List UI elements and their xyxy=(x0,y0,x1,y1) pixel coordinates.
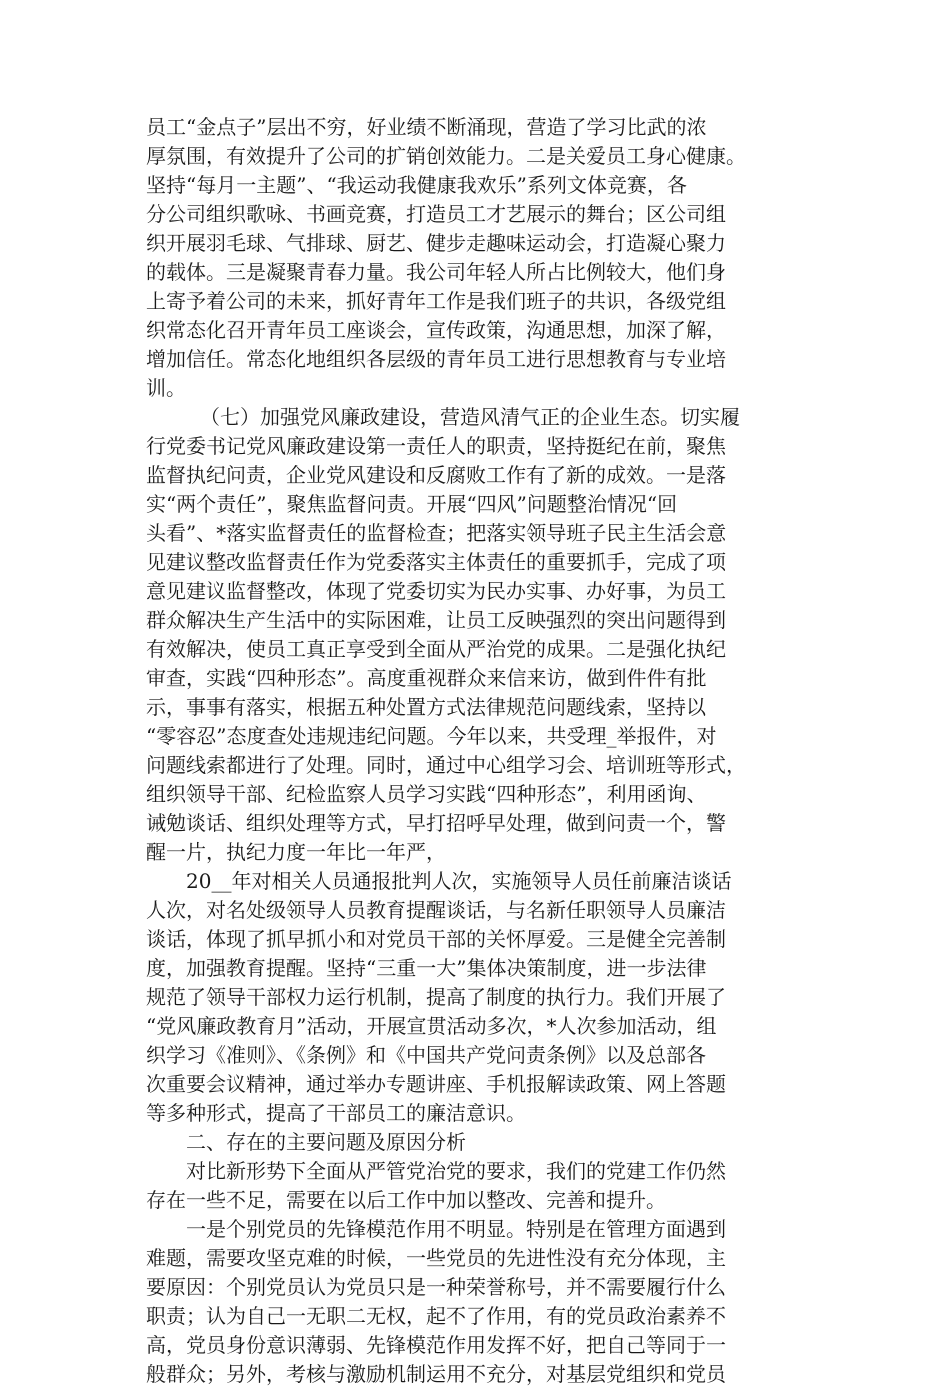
text-line: 一是个别党员的先锋模范作用不明显。特别是在管理方面遇到 xyxy=(186,1217,726,1241)
text-line: 厚氛围，有效提升了公司的扩销创效能力。二是关爱员工身心健康。 xyxy=(146,144,746,168)
text-line: 谈话，体现了抓早抓小和对党员干部的关怀厚爱。三是健全完善制 xyxy=(146,927,726,951)
text-line: 醒一片，执纪力度一年比一年严， xyxy=(146,840,446,864)
text-line: 见建议整改监督责任作为党委落实主体责任的重要抓手，完成了项 xyxy=(146,550,726,574)
text-line: 织学习《准则》、《条例》和《中国共产党问责条例》以及总部各 xyxy=(146,1043,706,1067)
text-line: 行党委书记党风廉政建设第一责任人的职责，坚持挺纪在前，聚焦 xyxy=(146,434,726,458)
text-line: 有效解决，使员工真正享受到全面从严治党的成果。二是强化执纪 xyxy=(146,637,726,661)
text-line: 训。 xyxy=(146,376,186,400)
text-line: 织常态化召开青年员工座谈会，宣传政策，沟通思想，加深了解， xyxy=(146,318,726,342)
text-line: 分公司组织歌咏、书画竞赛，打造员工才艺展示的舞台；区公司组 xyxy=(146,202,726,226)
text-line: 二、存在的主要问题及原因分析 xyxy=(186,1130,466,1154)
text-line: 实“两个责任”，聚焦监督问责。开展“四风”问题整治情况“回 xyxy=(146,492,678,516)
text-line: 高，党员身份意识薄弱、先锋模范作用发挥不好，把自己等同于一 xyxy=(146,1333,726,1357)
text-line: 组织领导干部、纪检监察人员学习实践“四种形态”，利用函询、 xyxy=(146,782,707,806)
text-line: 织开展羽毛球、气排球、厨艺、健步走趣味运动会，打造凝心聚力 xyxy=(146,231,726,255)
text-line: 要原因：个别党员认为党员只是一种荣誉称号，并不需要履行什么 xyxy=(146,1275,726,1299)
text-line: 20__年对相关人员通报批判人次，实施领导人员任前廉洁谈话 xyxy=(186,869,732,893)
text-line: 监督执纪问责，企业党风建设和反腐败工作有了新的成效。一是落 xyxy=(146,463,726,487)
document-body xyxy=(146,113,816,1389)
text-line: 的载体。三是凝聚青春力量。我公司年轻人所占比例较大，他们身 xyxy=(146,260,726,284)
text-line: 度，加强教育提醒。坚持“三重一大”集体决策制度，进一步法律 xyxy=(146,956,707,980)
text-line: 群众解决生产生活中的实际困难，让员工反映强烈的突出问题得到 xyxy=(146,608,726,632)
text-line: 员工“金点子”层出不穷，好业绩不断涌现，营造了学习比武的浓 xyxy=(146,115,707,139)
text-line: 规范了领导干部权力运行机制，提高了制度的执行力。我们开展了 xyxy=(146,985,726,1009)
text-line: 示，事事有落实，根据五种处置方式法律规范问题线索，坚持以 xyxy=(146,695,706,719)
text-line: 般群众；另外，考核与激励机制运用不充分，对基层党组织和党员 xyxy=(146,1362,726,1386)
text-line: 人次，对名处级领导人员教育提醒谈话，与名新任职领导人员廉洁 xyxy=(146,898,726,922)
text-line: 存在一些不足，需要在以后工作中加以整改、完善和提升。 xyxy=(146,1188,666,1212)
text-line: 等多种形式，提高了干部员工的廉洁意识。 xyxy=(146,1101,526,1125)
text-line: 头看”、*落实监督责任的监督检查；把落实领导班子民主生活会意 xyxy=(146,521,727,545)
text-line: 增加信任。常态化地组织各层级的青年员工进行思想教育与专业培 xyxy=(146,347,726,371)
text-line: 职责；认为自己一无职二无权，起不了作用，有的党员政治素养不 xyxy=(146,1304,726,1328)
text-line: 上寄予着公司的未来，抓好青年工作是我们班子的共识，各级党组 xyxy=(146,289,726,313)
text-line: “零容忍”态度查处违规违纪问题。今年以来，共受理_举报件，对 xyxy=(146,724,717,748)
text-line: 问题线索都进行了处理。同时，通过中心组学习会、培训班等形式， xyxy=(146,753,746,777)
text-line: 意见建议监督整改，体现了党委切实为民办实事、办好事，为员工 xyxy=(146,579,726,603)
text-line: 诫勉谈话、组织处理等方式，早打招呼早处理，做到问责一个，警 xyxy=(146,811,726,835)
text-line: 次重要会议精神，通过举办专题讲座、手机报解读政策、网上答题 xyxy=(146,1072,726,1096)
text-line: 坚持“每月一主题”、“我运动我健康我欢乐”系列文体竞赛，各 xyxy=(146,173,687,197)
text-line: 难题，需要攻坚克难的时候，一些党员的先进性没有充分体现，主 xyxy=(146,1246,726,1270)
text-line: 对比新形势下全面从严管党治党的要求，我们的党建工作仍然 xyxy=(186,1159,726,1183)
text-line: 审查，实践“四种形态”。高度重视群众来信来访，做到件件有批 xyxy=(146,666,707,690)
text-line: （七）加强党风廉政建设，营造风清气正的企业生态。切实履 xyxy=(200,405,740,429)
text-line: “党风廉政教育月”活动，开展宣贯活动多次，*人次参加活动，组 xyxy=(146,1014,717,1038)
